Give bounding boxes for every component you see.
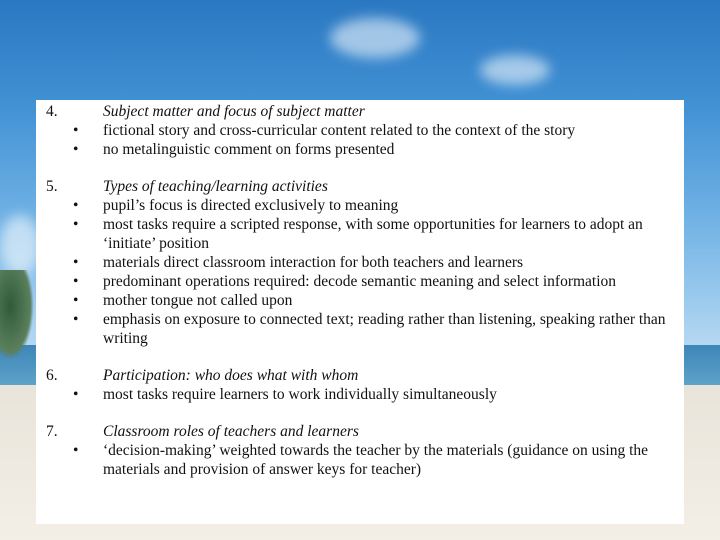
bullet-item [42,215,674,253]
section-heading-row [42,177,674,196]
bullet-item [42,196,674,215]
document-panel [36,100,684,524]
bullet-icon: • [73,141,79,158]
bullet-icon: • [73,386,79,403]
bullet-text: most tasks require a scripted response, with some opportunities for learners to adopt an ‘initiate’ position [103,216,643,252]
section-6 [42,366,674,404]
bullet-text: mother tongue not called upon [103,292,293,309]
background-palm [0,270,34,360]
bullet-text: most tasks require learners to work individually simultaneously [103,386,497,403]
bullet-item [42,121,674,140]
bullet-item [42,291,674,310]
bullet-text: predominant operations required: decode semantic meaning and select information [103,273,617,290]
section-heading-row [42,366,674,385]
section-gap [42,348,674,366]
bullet-text: ‘decision-making’ weighted towards the teacher by the materials (guidance on using the materials and provision of answer keys for teacher) [103,442,649,478]
bullet-icon: • [73,311,79,328]
bullet-item [42,441,674,479]
section-5 [42,177,674,348]
section-number: 6. [46,367,58,384]
section-number: 5. [46,178,58,195]
bullet-icon: • [73,197,79,214]
section-heading-row [42,102,674,121]
section-number: 7. [46,423,58,440]
section-gap [42,404,674,422]
bullet-text: fictional story and cross-curricular content related to the context of the story [103,122,576,139]
bullet-item [42,310,674,348]
bullet-icon: • [73,292,79,309]
bullet-icon: • [73,122,79,139]
bullet-item [42,253,674,272]
section-heading: Subject matter and focus of subject matter [103,103,365,120]
section-heading: Classroom roles of teachers and learners [103,423,359,440]
bullet-item [42,272,674,291]
section-7 [42,422,674,479]
section-heading-row [42,422,674,441]
section-gap [42,159,674,177]
section-heading: Participation: who does what with whom [103,367,359,384]
bullet-text: no metalinguistic comment on forms presented [103,141,395,158]
bullet-text: materials direct classroom interaction for both teachers and learners [103,254,524,271]
section-4 [42,100,674,159]
bullet-icon: • [73,216,79,233]
bullet-text: emphasis on exposure to connected text; reading rather than listening, speaking rather than writing [103,311,666,347]
bullet-item [42,140,674,159]
bullet-item [42,385,674,404]
section-number: 4. [46,103,58,120]
bullet-icon: • [73,442,79,459]
bullet-icon: • [73,273,79,290]
section-heading: Types of teaching/learning activities [103,178,328,195]
bullet-text: pupil’s focus is directed exclusively to meaning [103,197,399,214]
background-cloud [480,55,550,85]
background-cloud [0,215,40,275]
bullet-icon: • [73,254,79,271]
background-cloud [330,18,420,58]
